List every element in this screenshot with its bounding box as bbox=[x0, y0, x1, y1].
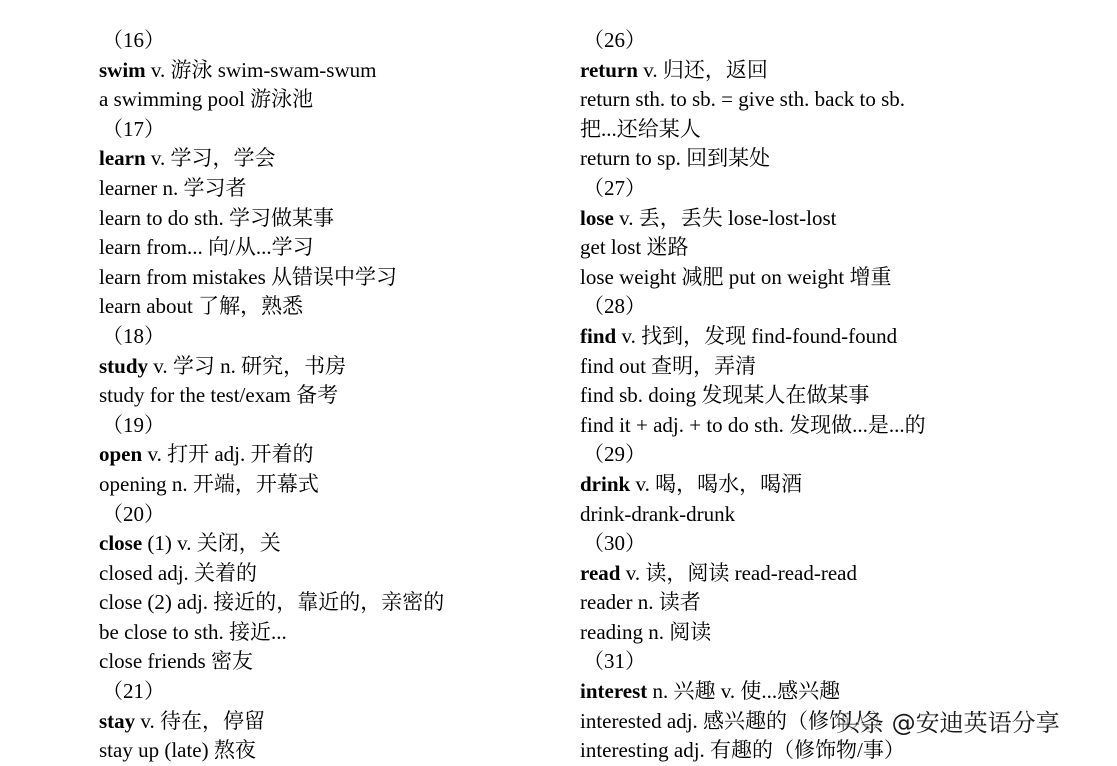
entry-line: opening n. 开端，开幕式 bbox=[99, 471, 319, 496]
entry-line: learn about 了解，熟悉 bbox=[99, 294, 304, 319]
headword-line bbox=[580, 470, 1100, 500]
watermark: 头条 @安迪英语分享 bbox=[836, 709, 1060, 737]
headword-line bbox=[99, 707, 569, 737]
entry-line: find it + adj. + to do sth. 发现做...是...的 bbox=[580, 412, 926, 437]
entry-line: drink-drank-drunk bbox=[580, 501, 736, 526]
headword: return bbox=[580, 57, 638, 82]
headword: drink bbox=[580, 471, 631, 496]
headword: lose bbox=[580, 205, 614, 230]
headword: swim bbox=[99, 57, 146, 82]
definition: v. 学习，学会 bbox=[150, 146, 276, 171]
entry-line: close (2) adj. 接近的，靠近的，亲密的 bbox=[99, 590, 445, 615]
definition: v. 学习 n. 研究，书房 bbox=[153, 353, 347, 378]
definition: v. 丢，丢失 lose-lost-lost bbox=[619, 205, 837, 230]
definition: v. 喝，喝水，喝酒 bbox=[635, 471, 803, 496]
headword-line bbox=[99, 144, 569, 174]
entry-line: learn to do sth. 学习做某事 bbox=[99, 205, 335, 230]
entry-line: stay up (late) 熬夜 bbox=[99, 738, 256, 763]
headword-line bbox=[580, 322, 1100, 352]
headword-line bbox=[99, 529, 569, 559]
entry-line: reader n. 读者 bbox=[580, 590, 701, 615]
headword-line bbox=[580, 204, 1100, 234]
headword: interest bbox=[580, 679, 648, 704]
definition: n. 兴趣 v. 使...感兴趣 bbox=[652, 679, 841, 704]
headword: find bbox=[580, 323, 617, 348]
definition: v. 读，阅读 read-read-read bbox=[625, 560, 857, 585]
entry-line: learn from... 向/从...学习 bbox=[99, 235, 314, 260]
section-number: （28） bbox=[583, 294, 646, 319]
definition: (1) v. 关闭，关 bbox=[147, 531, 281, 556]
entry-line: be close to sth. 接近... bbox=[99, 619, 287, 644]
entry-line: interesting adj. 有趣的（修饰物/事） bbox=[580, 738, 905, 763]
section-number: （18） bbox=[102, 323, 165, 348]
headword: stay bbox=[99, 708, 136, 733]
headword-line bbox=[580, 56, 1100, 86]
entry-line: return to sp. 回到某处 bbox=[580, 146, 771, 171]
definition: v. 找到，发现 find-found-found bbox=[621, 323, 898, 348]
definition: v. 待在，停留 bbox=[140, 708, 266, 733]
entry-line: learner n. 学习者 bbox=[99, 175, 247, 200]
section-number: （26） bbox=[583, 28, 646, 52]
headword-line bbox=[99, 440, 569, 470]
entry-line: find out 查明，弄清 bbox=[580, 353, 757, 378]
entry-line: closed adj. 关着的 bbox=[99, 560, 258, 585]
headword-line bbox=[580, 677, 1100, 707]
section-number: （17） bbox=[102, 116, 165, 141]
entry-line: reading n. 阅读 bbox=[580, 619, 712, 644]
section-number: （19） bbox=[102, 412, 165, 437]
entry-line: close friends 密友 bbox=[99, 649, 253, 674]
section-number: （21） bbox=[102, 679, 165, 704]
entry-line: return sth. to sb. = give sth. back to sb. bbox=[580, 87, 906, 112]
entry-line: a swimming pool 游泳池 bbox=[99, 87, 314, 112]
entry-line: 把...还给某人 bbox=[580, 116, 701, 141]
right-column bbox=[580, 26, 1100, 766]
headword: open bbox=[99, 442, 143, 467]
entry-line: lose weight 减肥 put on weight 增重 bbox=[580, 264, 892, 289]
section-number: （27） bbox=[583, 175, 646, 200]
entry-line: interested adj. 感兴趣的（修饰人） bbox=[580, 708, 893, 733]
headword-line bbox=[99, 56, 569, 86]
headword-line bbox=[580, 559, 1100, 589]
section-number: （16） bbox=[102, 28, 165, 52]
headword: learn bbox=[99, 146, 146, 171]
headword: study bbox=[99, 353, 149, 378]
section-number: （31） bbox=[583, 649, 646, 674]
headword-line bbox=[99, 352, 569, 382]
headword: read bbox=[580, 560, 621, 585]
section-number: （20） bbox=[102, 501, 165, 526]
headword: close bbox=[99, 531, 143, 556]
entry-line: study for the test/exam 备考 bbox=[99, 383, 339, 408]
section-number: （29） bbox=[583, 442, 646, 467]
entry-line: learn from mistakes 从错误中学习 bbox=[99, 264, 398, 289]
definition: v. 游泳 swim-swam-swum bbox=[150, 57, 377, 82]
entry-line: get lost 迷路 bbox=[580, 235, 689, 260]
left-column bbox=[99, 26, 569, 766]
definition: v. 打开 adj. 开着的 bbox=[147, 442, 314, 467]
definition: v. 归还，返回 bbox=[643, 57, 768, 82]
entry-line: find sb. doing 发现某人在做某事 bbox=[580, 383, 870, 408]
section-number: （30） bbox=[583, 531, 646, 556]
